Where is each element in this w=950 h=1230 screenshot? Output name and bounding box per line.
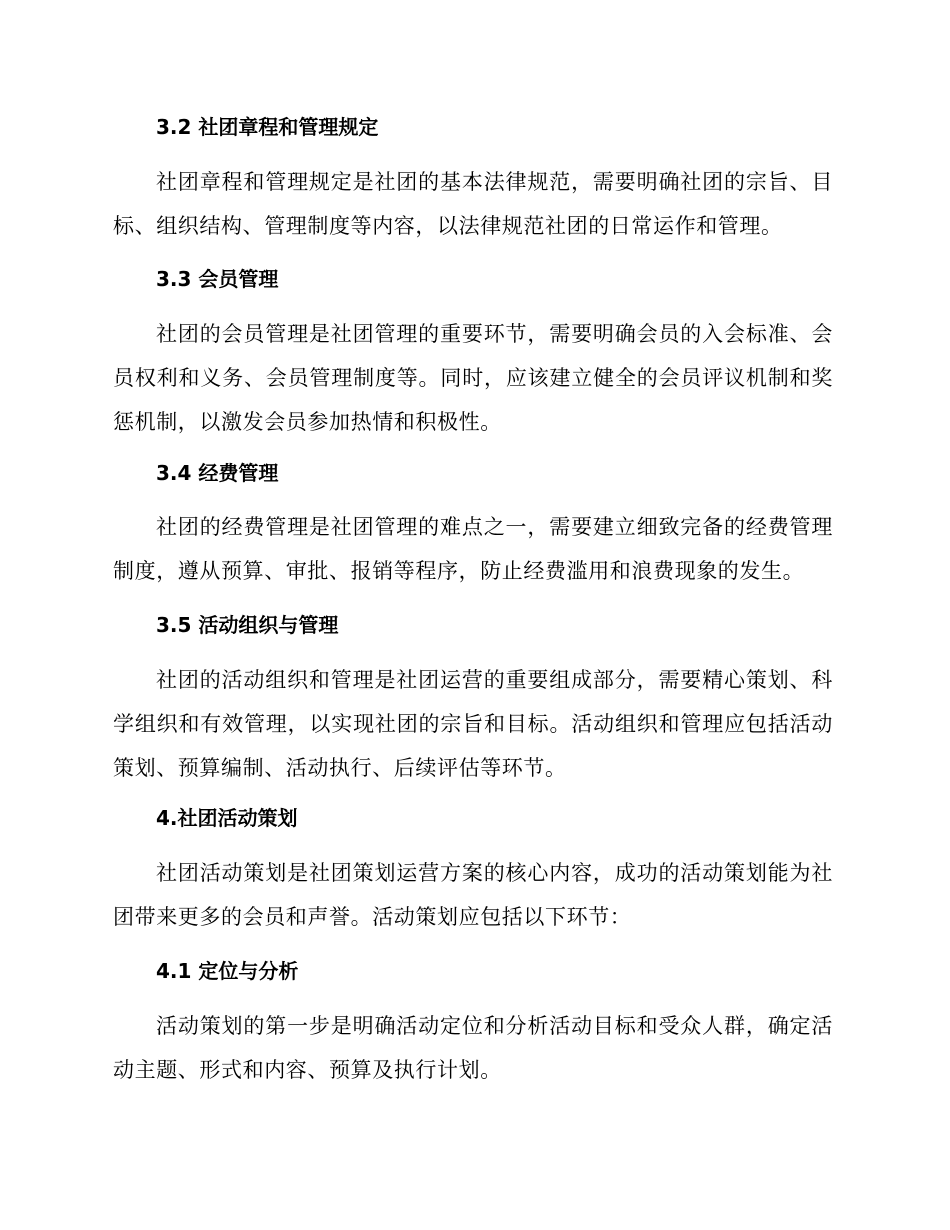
section-heading-4-1: 4.1 定位与分析 bbox=[156, 959, 299, 983]
section-heading-4: 4.社团活动策划 bbox=[156, 806, 298, 830]
section-heading-3-4: 3.4 经费管理 bbox=[156, 461, 279, 485]
section-paragraph-4: 社团活动策划是社团策划运营方案的核心内容，成功的活动策划能为社团带来更多的会员和声誉。活动策划应包括以下环节： bbox=[113, 861, 833, 929]
section-heading-3-5: 3.5 活动组织与管理 bbox=[156, 613, 339, 637]
section-heading-3-3: 3.3 会员管理 bbox=[156, 267, 279, 291]
section-paragraph-3-5: 社团的活动组织和管理是社团运营的重要组成部分，需要精心策划、科学组织和有效管理，以实现社团的宗旨和目标。活动组织和管理应包括活动策划、预算编制、活动执行、后续评估等环节。 bbox=[113, 668, 833, 780]
section-paragraph-3-4: 社团的经费管理是社团管理的难点之一，需要建立细致完备的经费管理制度，遵从预算、审批、报销等程序，防止经费滥用和浪费现象的发生。 bbox=[113, 515, 833, 583]
section-heading-3-2: 3.2 社团章程和管理规定 bbox=[156, 115, 379, 139]
section-paragraph-3-3: 社团的会员管理是社团管理的重要环节，需要明确会员的入会标准、会员权利和义务、会员管理制度等。同时，应该建立健全的会员评议机制和奖惩机制，以激发会员参加热情和积极性。 bbox=[113, 322, 833, 434]
section-paragraph-3-2: 社团章程和管理规定是社团的基本法律规范，需要明确社团的宗旨、目标、组织结构、管理制度等内容，以法律规范社团的日常运作和管理。 bbox=[113, 170, 833, 238]
section-paragraph-4-1: 活动策划的第一步是明确活动定位和分析活动目标和受众人群，确定活动主题、形式和内容、预算及执行计划。 bbox=[113, 1014, 833, 1082]
